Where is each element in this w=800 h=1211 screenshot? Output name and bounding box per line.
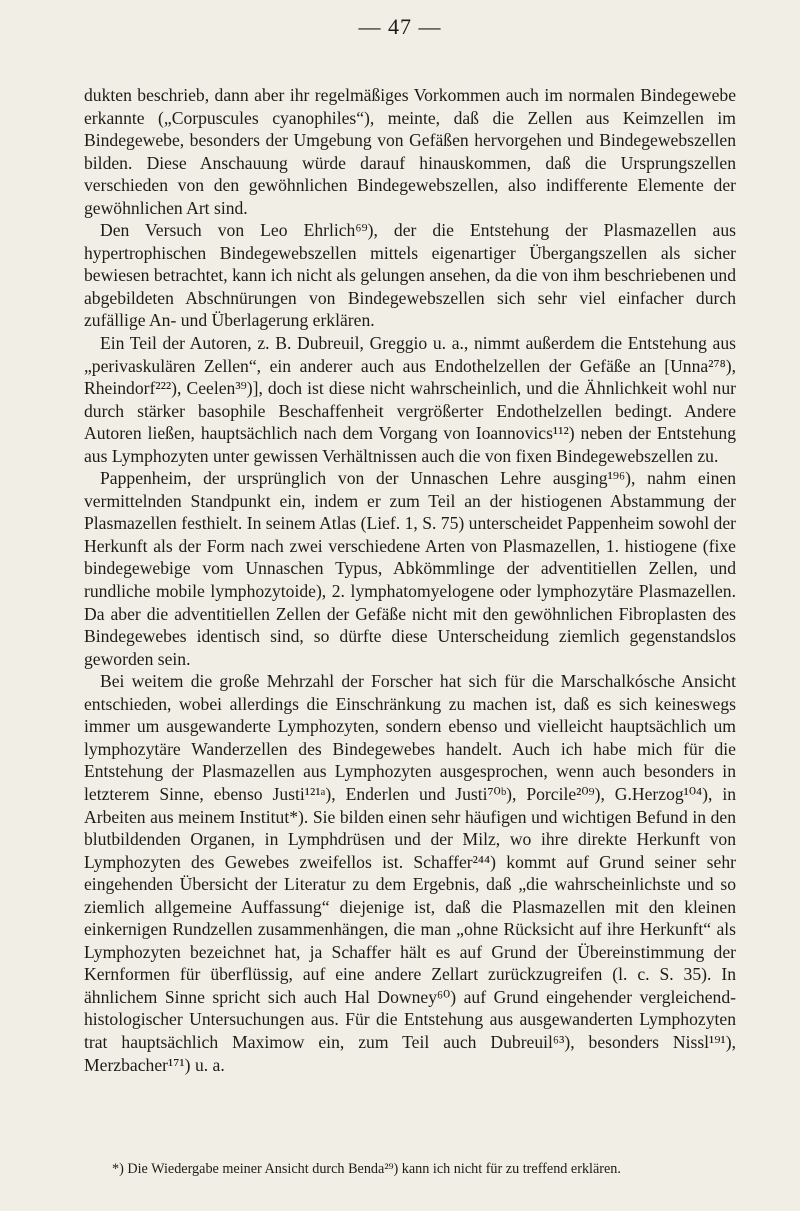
body-text	[84, 84, 736, 1076]
paragraph: Ein Teil der Autoren, z. B. Dubreuil, Greggio u. a., nimmt außerdem die Entstehung aus „perivaskulären Zellen“, ein anderer auch aus Endothelzellen der Gefäße an [Unna²⁷⁸), Rheindorf²²²), Ceelen³⁹)], doch ist diese nicht wahrscheinlich, und die Ähnlichkeit wohl nur durch stärker basophile Beschaffenheit vergrößerter Endothelzellen bedingt. Andere Autoren ließen, hauptsächlich nach dem Vorgang von Ioannovics¹¹²) neben der Entstehung aus Lymphozyten unter gewissen Verhältnissen auch die von fixen Bindegewebszellen zu.	[84, 333, 736, 466]
paragraph: Den Versuch von Leo Ehrlich⁶⁹), der die Entstehung der Plasmazellen aus hypertrophischen Bindegewebszellen mittels eigenartiger Übergangszellen als sicher bewiesen betrachtet, kann ich nicht als gelungen ansehen, da die von ihm beschriebenen und abgebildeten Abschnürungen von Bindegewebszellen sich sehr viel einfacher durch zufällige An- und Überlagerung erklären.	[84, 220, 736, 331]
page-number: — 47 —	[358, 14, 442, 39]
paragraph: Pappenheim, der ursprünglich von der Unnaschen Lehre ausging¹⁹⁶), nahm einen vermittelnden Standpunkt ein, indem er zum Teil an der histiogenen Abstammung der Plasmazellen festhielt. In seinem Atlas (Lief. 1, S. 75) unterscheidet Pappenheim sowohl der Herkunft als der Form nach zwei verschiedene Arten von Plasmazellen, 1. histiogene (fixe bindegewebige vom Unnaschen Typus, Abkömmlinge der adventitiellen Zellen, und rundliche mobile lymphozytoide), 2. lymphatomyelogene oder lymphozytäre Plasmazellen. Da aber die adventitiellen Zellen der Gefäße nicht mit den gewöhnlichen Fibroplasten des Bindegewebes identisch sind, so dürfte diese Unterscheidung ziemlich gegenstandslos geworden sein.	[84, 468, 736, 669]
paragraph: dukten beschrieb, dann aber ihr regelmäßiges Vorkommen auch im normalen Bindegewebe erkannte („Corpuscules cyanophiles“), meinte, daß die Zellen aus Keimzellen im Bindegewebe, besonders der Umgebung von Gefäßen hervorgehen und Bindegewebszellen bilden. Diese Anschauung würde darauf hinauskommen, daß die Ursprungszellen verschieden von den gewöhnlichen Bindegewebszellen, also indifferente Elemente der gewöhnlichen Art sind.	[84, 85, 736, 218]
footnote-text: *) Die Wiedergabe meiner Ansicht durch Benda²⁹) kann ich nicht für zu treffend erklären.	[112, 1161, 621, 1177]
paragraph: Bei weitem die große Mehrzahl der Forscher hat sich für die Marschalkósche Ansicht entschieden, wobei allerdings die Einschränkung zu machen ist, daß es sich keineswegs immer um ausgewanderte Lymphozyten, sondern ebenso und vielleicht hauptsächlich um lymphozytäre Wanderzellen des Bindegewebes handelt. Auch ich habe mich für die Entstehung der Plasmazellen aus Lymphozyten ausgesprochen, wenn auch besonders in letzterem Sinne, ebenso Justi¹²¹ᵃ), Enderlen und Justi⁷⁰ᵇ), Porcile²⁰⁹), G.Herzog¹⁰⁴), in Arbeiten aus meinem Institut*). Sie bilden einen sehr häufigen und wichtigen Befund in den blutbildenden Organen, in Lymphdrüsen und der Milz, wo ihre direkte Herkunft von Lymphozyten des Gewebes zweifellos ist. Schaffer²⁴⁴) kommt auf Grund seiner sehr eingehenden Übersicht der Literatur zu dem Ergebnis, daß „die wahrscheinlichste und so ziemlich allgemeine Auffassung“ diejenige ist, daß die Plasmazellen mit den kleinen einkernigen Rundzellen zusammenhängen, die man „ohne Rücksicht auf ihre Herkunft“ als Lymphozyten bezeichnet hat, ja Schaffer hält es auf Grund der Übereinstimmung der Kernformen für überflüssig, auf eine andere Zellart zurückzugreifen (l. c. S. 35). In ähnlichem Sinne spricht sich auch Hal Downey⁶⁰) auf Grund eingehender vergleichend-histologischer Untersuchungen aus. Für die Entstehung aus ausgewanderten Lymphozyten trat hauptsächlich Maximow ein, zum Teil auch Dubreuil⁶³), besonders Nissl¹⁹¹), Merzbacher¹⁷¹) u. a.	[84, 671, 736, 1075]
footnote	[84, 1160, 736, 1178]
